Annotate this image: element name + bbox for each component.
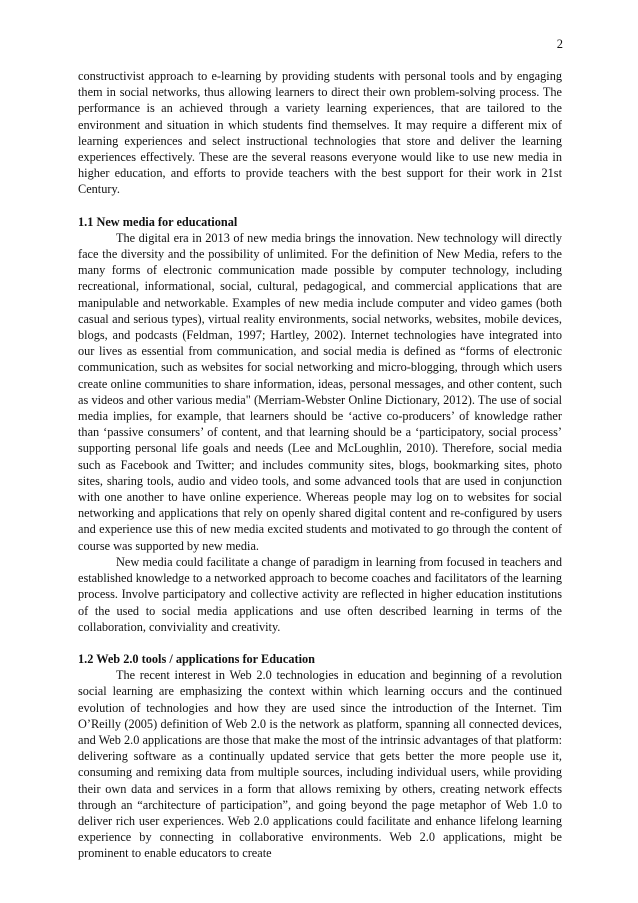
- body-paragraph: The digital era in 2013 of new media brings the innovation. New technology will directly face the diversity and the possibility of unlimited. For the definition of New Media, refers to the many forms of electronic communication made possible by computer technology, including recreational, informational, social, cultural, pedagogical, and commercial applications that are manipulable and networkable. Examples of new media include computer and video games (both casual and serious types), virtual reality environments, social networks, websites, mobile devices, blogs, and podcasts (Feldman, 1997; Hartley, 2002). Internet technologies have integrated into our lives as essential from communication, and social media is defined as “forms of electronic communication, such as websites for social networking and micro-blogging, through which users create online communities to share information, ideas, personal messages, and other content, such as videos and other various media" (Merriam-Webster Online Dictionary, 2012). The use of social media implies, for example, that learners should be ‘active co-producers’ of knowledge rather than ‘passive consumers’ of content, and that learning should be a ‘participatory, social process’ supporting personal life goals and needs (Lee and McLoughlin, 2010). Therefore, social media such as Facebook and Twitter; and includes community sites, blogs, bookmarking sites, photo sites, sharing tools, audio and video tools, and some advanced tools that are used in conjunction with one another to have online experience. Whereas people may log on to websites for social networking and applications that rely on openly shared digital content and re-configured by users and experience use this of new media excited students and motivated to go through the content of course was supported by new media.: [78, 230, 562, 553]
- page-number: 2: [556, 37, 563, 51]
- section-heading-web20: 1.2 Web 2.0 tools / applications for Education: [78, 651, 315, 666]
- intro-paragraph: constructivist approach to e-learning by providing students with personal tools and by engaging them in social networks, thus allowing learners to direct their own problem-solving process. The performance is an achieved through a variety learning experiences, that are tailored to the environment and situation in which students find themselves. It may require a different mix of learning experiences and select instructional technologies that store and deliver the learning experiences effectively. These are the several reasons everyone would like to use new media in higher education, and efforts to provide teachers with the best support for their work in 21st Century.: [78, 69, 562, 197]
- body-paragraph: The recent interest in Web 2.0 technologies in education and beginning of a revolution social learning are emphasizing the context within which learning occurs and the continued evolution of technologies and how they are used since the introduction of the Internet. Tim O’Reilly (2005) definition of Web 2.0 is the network as platform, spanning all connected devices, and Web 2.0 applications are those that make the most of the intrinsic advantages of that platform: delivering software as a continually updated service that gets better the more people use it, consuming and remixing data from multiple sources, including individual users, while providing their own data and services in a form that allows remixing by others, creating network effects through an “architecture of participation”, and going beyond the page metaphor of Web 1.0 to deliver rich user experiences. Web 2.0 applications could facilitate and enhance lifelong learning experience by connecting in collaborative environments. Web 2.0 applications, might be prominent to enable educators to create: [78, 668, 562, 861]
- section-heading-new-media: 1.1 New media for educational: [78, 214, 238, 229]
- body-paragraph: New media could facilitate a change of paradigm in learning from focused in teachers and established knowledge to a networked approach to become coaches and facilitators of the learning process. Involve participatory and collective activity are reflected in higher education institutions of the used to social media applications and use often described learning in terms of the collaboration, conviviality and creativity.: [78, 554, 562, 634]
- page-body: [78, 68, 562, 862]
